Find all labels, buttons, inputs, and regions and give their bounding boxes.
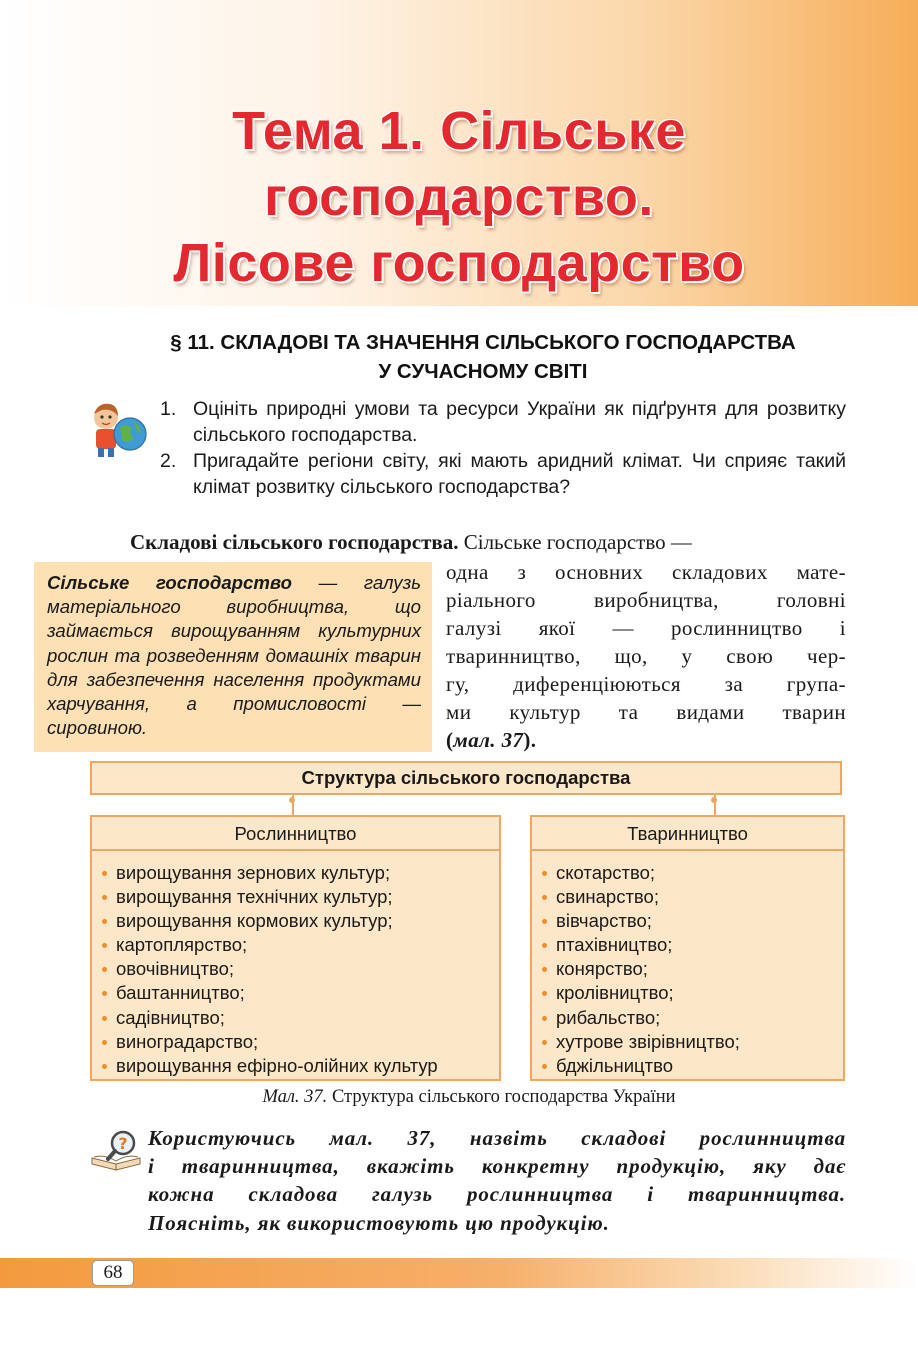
topic-title-line-2: господарство. xyxy=(264,167,654,227)
body-line: ми культур та видами тварин xyxy=(446,700,846,724)
list-item: виноградарство; xyxy=(100,1030,499,1054)
list-item: баштанництво; xyxy=(100,981,499,1005)
lead-heading: Складові сільського господарства. xyxy=(130,530,459,554)
task-line: Поясніть, як використовують цю продукцію. xyxy=(148,1210,610,1235)
page-number: 68 xyxy=(92,1260,134,1286)
figure-reference xyxy=(446,726,846,754)
warmup-questions xyxy=(160,396,846,500)
crop-production-box xyxy=(90,815,501,1081)
list-item: вівчарство; xyxy=(540,909,843,933)
diagram-connector-dot xyxy=(711,797,717,803)
task-line: Користуючись мал. 37, назвіть складові рослинництва xyxy=(148,1126,846,1150)
task-line: і тваринництва, вкажіть конкретну продукцію, яку дає xyxy=(148,1154,846,1179)
list-item: свинарство; xyxy=(540,885,843,909)
definition-text xyxy=(47,571,421,740)
livestock-box xyxy=(530,815,845,1081)
figure-reference-open: ( xyxy=(446,728,454,752)
section-title-line-2: У СУЧАСНОМУ СВІТІ xyxy=(378,360,588,383)
figure-caption-label: Мал. 37. xyxy=(262,1087,328,1107)
list-item: овочівництво; xyxy=(100,957,499,981)
diagram-title: Структура сільського господарства xyxy=(90,761,842,795)
list-item: кролівництво; xyxy=(540,981,843,1005)
list-item: картоплярство; xyxy=(100,933,499,957)
definition-term: Сільське господарство xyxy=(47,572,293,593)
figure-caption-text: Структура сільського господарства України xyxy=(327,1087,676,1107)
list-item: хутрове звірівництво; xyxy=(540,1030,843,1054)
list-item: вирощування ефірно-олійних культур xyxy=(100,1054,499,1078)
lead-paragraph xyxy=(130,528,846,556)
list-item: вирощування технічних культур; xyxy=(100,885,499,909)
section-title-line-1: § 11. СКЛАДОВІ ТА ЗНАЧЕННЯ СІЛЬСЬКОГО ГОСПОДАРСТВА xyxy=(170,331,796,354)
topic-title-line-1: Тема 1. Сільське xyxy=(232,101,686,161)
figure-reference-close: ). xyxy=(523,728,537,752)
book-magnifier-question-icon xyxy=(90,1128,144,1172)
question-number: 2. xyxy=(160,450,177,472)
topic-title-line-3: Лісове господарство xyxy=(173,233,745,293)
crop-production-list xyxy=(92,851,499,1078)
body-line: гу, диференціюються за група- xyxy=(446,672,846,696)
list-item: птахівництво; xyxy=(540,933,843,957)
svg-text:?: ? xyxy=(118,1134,128,1153)
list-item: садівництво; xyxy=(100,1006,499,1030)
body-line: тваринництво, що, у свою чер- xyxy=(446,644,846,668)
list-item: вирощування кормових культур; xyxy=(100,909,499,933)
livestock-heading: Тваринництво xyxy=(532,817,843,851)
figure-caption xyxy=(0,1085,918,1109)
definition-body: — галузь матеріального виробництва, що займається вирощуванням культурних рослин та розведенням домашніх тварин для забезпечення населення продуктами харчування, а промисловості — сировиною. xyxy=(47,572,421,739)
list-item: бджільництво xyxy=(540,1054,843,1078)
body-line: ріального виробництва, головні xyxy=(446,588,846,612)
body-line: одна з основних складових мате- xyxy=(446,560,846,584)
section-title xyxy=(60,328,906,386)
question-text: Пригадайте регіони світу, які мають аридний клімат. Чи сприяє такий клімат розвитку сільського господарства? xyxy=(193,450,846,498)
list-item: рибальство; xyxy=(540,1006,843,1030)
child-with-globe-icon xyxy=(84,398,150,458)
livestock-list xyxy=(532,851,843,1078)
body-paragraph xyxy=(446,558,846,754)
topic-title xyxy=(0,98,918,296)
crop-production-heading: Рослинництво xyxy=(92,817,499,851)
task-line: кожна складова галузь рослинництва і тваринництва. xyxy=(148,1182,846,1207)
list-item: вирощування зернових культур; xyxy=(100,861,499,885)
question-text: Оцініть природні умови та ресурси України як підґрунтя для розвитку сільського господарства. xyxy=(193,398,846,446)
figure-reference-label: мал. 37 xyxy=(453,728,524,752)
question-item xyxy=(160,448,846,500)
lead-text: Сільське господарство — xyxy=(458,530,692,554)
question-number: 1. xyxy=(160,398,177,420)
diagram-connector-dot xyxy=(289,797,295,803)
footer-bar xyxy=(0,1258,918,1288)
task-paragraph xyxy=(148,1124,846,1237)
list-item: скотарство; xyxy=(540,861,843,885)
question-item xyxy=(160,396,846,448)
list-item: конярство; xyxy=(540,957,843,981)
body-line: галузі якої — рослинництво і xyxy=(446,616,846,640)
